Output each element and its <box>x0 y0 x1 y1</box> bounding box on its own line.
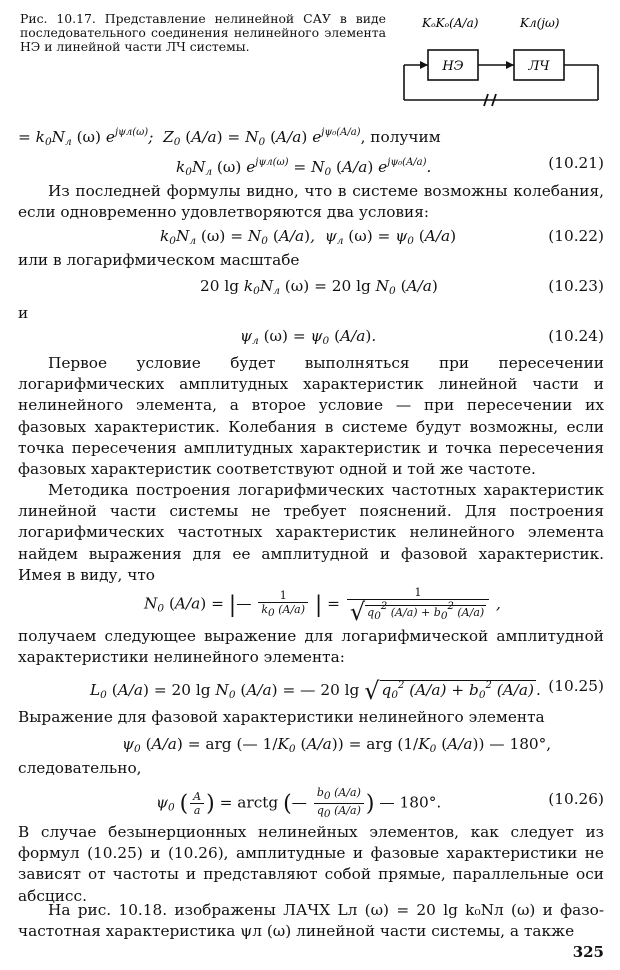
page-number: 325 <box>572 943 604 961</box>
equation-number: (10.21) <box>548 154 604 172</box>
nonlinear-block-label: НЭ <box>442 59 464 74</box>
paragraph-method: Методика построения логарифмических частотных характеристик линейной части системы не требует пояснений. Для построения логарифмических частотных характеристик нелинейного элемента найдем выражения для ее амплитудной и фазовой характеристик. Имея в виду, что <box>18 481 604 584</box>
equation-10-25: $L_0$ (A/a) = 20 $\lg N_0$ (A/a) = — 20 lg √ $q_0^2$ $(A/a) + b_0^2$ (A/a) . (10.25) <box>90 677 604 705</box>
equation-number: (10.22) <box>548 227 604 245</box>
paragraph-and: и <box>18 304 29 322</box>
block2-top-label: Kл(jω) <box>520 16 560 30</box>
equation-number: (10.24) <box>548 327 604 345</box>
equation-10-26: $\psi_0$ ( $\frac{A}{a}$ ) = arctg (— $\frac{b0 (A/a)}{q0 (A/a)}$ ) — 180°. (10.26) <box>156 786 604 820</box>
paragraph-phase: Выражение для фазовой характеристики нелинейного элемента <box>18 708 545 726</box>
figure-caption: Рис. 10.17. Представление нелинейной САУ в виде последовательного соединения нелинейного элемента НЭ и линейной части ЛЧ системы. <box>20 11 386 55</box>
paragraph-log-amplitude: получаем следующее выражение для логарифмической амплитудной характеристики нелинейного элемента: <box>18 627 604 667</box>
equation-intro: = $k_0N_л$ (ω) $e^{j\psi л(\omega)}$; $Z_0$ $(A/a) = N_0$ (A/a) $e^{j\psi_0(A/a)}$, получим <box>18 127 441 148</box>
equation-n0: $N_0$ (A/a) = |— $\frac{1}{k0 (A/a)}$ | = $\frac{1}{√ q02 (A/a) + b02 (A/a)}$ , <box>144 586 501 626</box>
paragraph-conditions: Из последней формулы видно, что в системе возможны колебания, если одновременно удовлетворяются два условия: <box>18 182 604 222</box>
linear-block-label: ЛЧ <box>528 59 550 74</box>
equation-10-22: $k_0N_л$ $(\omega) = N_0$ (A/a), $\psi_л$ $(\omega) = \psi_0$ (A/a) (10.22) <box>160 227 604 247</box>
paragraph-fig-10-18: На рис. 10.18. изображены ЛАЧХ Lл (ω) = 20 lg k₀Nл (ω) и фазо-частотная характеристика ψл (ω) линейной части системы, а также <box>18 901 604 941</box>
equation-number: (10.23) <box>548 277 604 295</box>
paragraph-log-scale: или в логарифмическом масштабе <box>18 251 300 269</box>
equation-number: (10.26) <box>548 790 604 808</box>
paragraph-therefore: следовательно, <box>18 759 142 777</box>
block-diagram <box>392 14 608 116</box>
block1-top-label: KₒKₒ(A/a) <box>422 16 479 30</box>
equation-10-24: $\psi_л$ $(\omega) = \psi_0$ (A/a). (10.24) <box>240 327 604 347</box>
equation-number: (10.25) <box>548 677 604 695</box>
equation-10-23: 20 $\lg k_0N_л$ (ω) = 20 $\lg N_0$ (A/a) (10.23) <box>200 277 604 297</box>
paragraph-inertialess: В случае безынерционных нелинейных элементов, как следует из формул (10.25) и (10.26), амплитудные и фазовые характеристики не зависят от частоты и представляют собой прямые, параллельные оси абсцисс. <box>18 823 604 905</box>
paragraph-first-condition: Первое условие будет выполняться при пересечении логарифмических амплитудных характеристик линейной части и нелинейного элемента, а второе условие — при пересечении их фазовых характеристик. Колебания в системе будут возможны, если точка пересечения амплитудных характеристик и точка пересечения фазовых характеристик соответствуют одной и той же частоте. <box>18 354 604 479</box>
equation-10-21: $k_0N_л$ (ω) $e^{j\psi л(\omega)} = N_0$ (A/a) $e^{j\psi_0(A/a)}$. (10.21) <box>176 154 604 178</box>
equation-phase: $\psi_0$ (A/a) = arg (— $1/K_0$ (A/a)) = arg ($1/K_0$ (A/a)) — 180°, <box>122 735 552 755</box>
